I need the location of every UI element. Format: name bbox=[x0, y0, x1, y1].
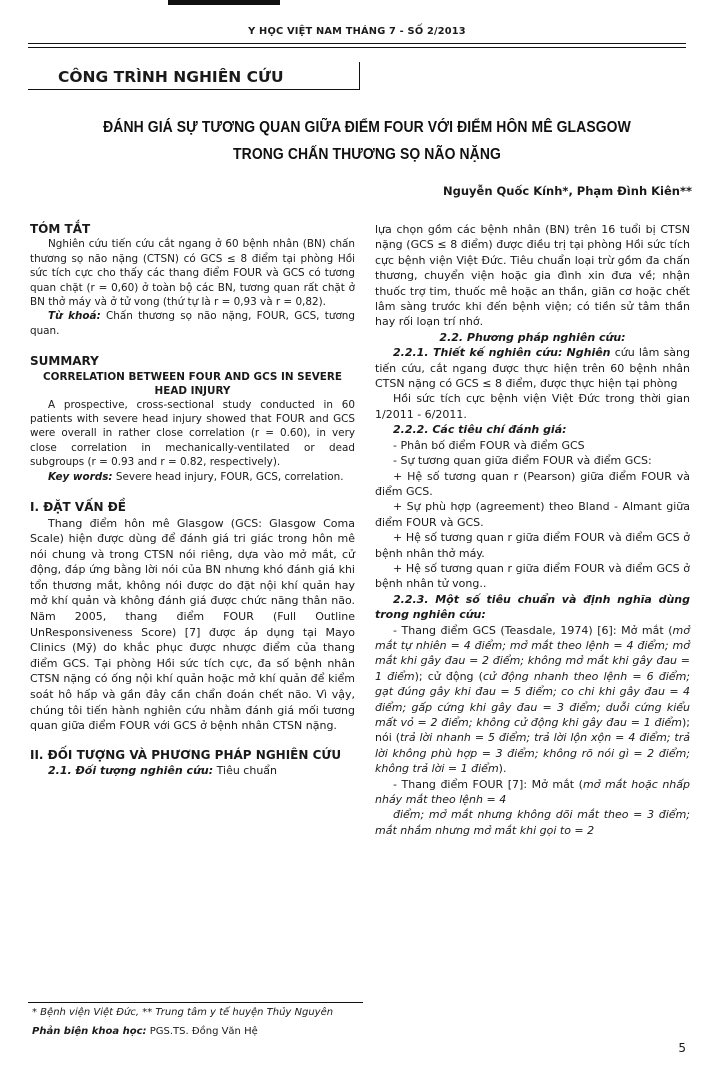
criteria-item-2: - Sự tương quan giữa điểm FOUR và điểm GCS: bbox=[393, 454, 652, 468]
abstract-text: Nghiên cứu tiến cứu cắt ngang ở 60 bệnh nhân (BN) chấn thương sọ não nặng (CTSN) có GCS ≤ 8 điểm tại phòng Hồi sức tích cực cho thấy các thang điểm FOUR và GCS có tương quan chặt (r = 0,60) ở toàn bộ các BN, tương quan rất chặt ở BN thở máy và ở tử vong (thứ tự là r = 0,93 và r = 0,82). bbox=[30, 238, 355, 309]
section221-text-b: Hồi sức tích cực bệnh viện Việt Đức trong thời gian 1/2011 - 6/2011. bbox=[375, 392, 690, 421]
criteria-item-4: + Sự phù hợp (agreement) theo Bland - Almant giữa điểm FOUR và GCS. bbox=[375, 500, 690, 529]
header-rule-thin bbox=[28, 47, 686, 48]
gcs-eye: mở mắt tự nhiên = 4 điểm; mở mắt theo lệnh = 4 điểm; mở mắt khi gây đau = 2 điểm; không mở mắt khi gây đau = 1 điểm bbox=[375, 623, 690, 683]
authors: Nguyễn Quốc Kính*, Phạm Đình Kiên** bbox=[442, 184, 692, 198]
keywords-en-label: Key words: bbox=[48, 470, 113, 483]
gcs-definition bbox=[375, 623, 690, 777]
footnote-affiliations: * Bệnh viện Việt Đức, ** Trung tâm y tế huyện Thủy Nguyên bbox=[32, 1007, 334, 1018]
section221-text: cứu lâm sàng tiến cứu, cắt ngang được thực hiện trên 60 bệnh nhân CTSN nặng có GCS ≤ 8 điểm, được thực hiện tại phòng bbox=[375, 346, 690, 391]
keywords-en-text: Severe head injury, FOUR, GCS, correlation. bbox=[112, 470, 344, 483]
section2-heading: II. ĐỐI TƯỢNG VÀ PHƯƠNG PHÁP NGHIÊN CỨU bbox=[30, 747, 342, 762]
paper-title-line2: TRONG CHẤN THƯƠNG SỌ NÃO NẶNG bbox=[233, 146, 501, 163]
gcs-mid2: ); nói ( bbox=[375, 716, 690, 745]
four-definition bbox=[375, 777, 690, 808]
gcs-motor: cử động nhanh theo lệnh = 6 điểm; gạt đúng gây khi đau = 5 điểm; co chi khi gây đau = 4 điểm; gấp cứng khi gây đau = 3 điểm; duỗi cứng kiểu mất vỏ = 2 điểm; không cử động khi gây đau = 1 điểm bbox=[375, 669, 690, 729]
footnote-reviewer bbox=[32, 1026, 258, 1037]
section1-heading: I. ĐẶT VẤN ĐỀ bbox=[30, 500, 126, 515]
criteria-item-5: + Hệ số tương quan r giữa điểm FOUR và điểm GCS ở bệnh nhân thở máy. bbox=[375, 531, 690, 560]
section22-heading: 2.2. Phương pháp nghiên cứu: bbox=[439, 330, 626, 344]
section222-heading: 2.2.2. Các tiêu chí đánh giá: bbox=[393, 423, 567, 437]
summary-text: A prospective, cross-sectional study conducted in 60 patients with severe head injury showed that FOUR and GCS were overall in rather close correlation (r = 0.60), in very close correlation in mechanically-ventilated or dead subgroups (r = 0.93 and r = 0.82, respectively). bbox=[30, 398, 355, 469]
section21-label: 2.1. Đối tượng nghiên cứu: bbox=[48, 764, 214, 778]
journal-header: Y HỌC VIỆT NAM THÁNG 7 - SỐ 2/2013 bbox=[248, 26, 466, 37]
summary-title: CORRELATION BETWEEN FOUR AND GCS IN SEVERE HEAD INJURY bbox=[42, 370, 342, 397]
header-bar bbox=[168, 0, 280, 5]
keywords-en bbox=[30, 470, 355, 484]
paper-title-line1: ĐÁNH GIÁ SỰ TƯƠNG QUAN GIỮA ĐIỂM FOUR VỚI ĐIỂM HÔN MÊ GLASGOW bbox=[103, 119, 631, 136]
section221-heading: 2.2.1. Thiết kế nghiên cứu: bbox=[393, 346, 563, 360]
section21-text: Tiêu chuẩn bbox=[213, 764, 278, 778]
section-label: CÔNG TRÌNH NGHIÊN CỨU bbox=[28, 62, 360, 90]
keywords-text: Chấn thương sọ não nặng, FOUR, GCS, tương quan. bbox=[30, 310, 355, 337]
criteria-item-6: + Hệ số tương quan r giữa điểm FOUR và điểm GCS ở bệnh nhân tử vong.. bbox=[375, 561, 690, 591]
left-column bbox=[30, 222, 355, 779]
four-lead: - Thang điểm FOUR [7]: Mở mắt ( bbox=[393, 777, 583, 791]
criteria-item-1: - Phân bố điểm FOUR và điểm GCS bbox=[393, 438, 585, 452]
section21 bbox=[30, 763, 355, 778]
footnote-rule bbox=[28, 1002, 363, 1003]
four-eye-2: điểm; mở mắt nhưng không dõi mắt theo = 3 điểm; mắt nhắm nhưng mở mắt khi gọi to = 2 bbox=[375, 808, 690, 837]
section1-text: Thang điểm hôn mê Glasgow (GCS: Glasgow Coma Scale) hiện được dùng để đánh giá tri giác trong hôn mê nói chung và trong CTSN nói riêng, dựa vào mở mắt, cử động, đáp ứng bằng lời nói của BN nhưng khó đánh giá khi tổn thương mắt, không nói được do đặt nội khí quản hay mở khí quản và không đánh giá được chức năng thân não. Năm 2005, thang điểm FOUR (Full Outline UnResponsiveness Score) [7] được áp dụng tại Mayo Clinics (Mỹ) do khắc phục được nhược điểm của thang điểm GCS. Tại phòng Hồi sức tích cực, đa số bệnh nhân CTSN nặng có ống nội khí quản hoặc mở khí quản để kiểm soát hô hấp và gần đây cần chẩn đoán chết não. Vì vậy, chúng tôi tiến hành nghiên cứu nhằm đánh giá mối tương quan giữa điểm FOUR với GCS ở bệnh nhân CTSN nặng. bbox=[30, 516, 355, 733]
section221-label: Nghiên bbox=[566, 346, 611, 360]
gcs-end: ). bbox=[498, 762, 507, 776]
abstract-heading: TÓM TẮT bbox=[30, 222, 91, 236]
summary-heading: SUMMARY bbox=[30, 354, 99, 369]
keywords-label: Từ khoá: bbox=[48, 310, 101, 323]
reviewer-name: PGS.TS. Đồng Văn Hệ bbox=[146, 1026, 258, 1037]
section221 bbox=[375, 345, 690, 391]
right-column bbox=[375, 222, 690, 838]
gcs-verbal: trả lời nhanh = 5 điểm; trả lời lộn xộn = 4 điểm; trả lời không phù hợp = 3 điểm; không rõ nói gì = 2 điểm; không trả lời = 1 điểm bbox=[375, 731, 690, 776]
criteria-text: lựa chọn gồm các bệnh nhân (BN) trên 16 tuổi bị CTSN nặng (GCS ≤ 8 điểm) được điều trị tại phòng Hồi sức tích cực bệnh viện Việt Đức. Tiêu chuẩn loại trừ gồm đa chấn thương, chuyển viện hoặc gia đình xin đưa về; nhận thuốc trợ tim, thuốc mê hoặc an thần, giãn cơ hoặc chết lâm sàng trước khi đến bệnh viện; có tiền sử tâm thần hay rối loạn trí nhớ. bbox=[375, 223, 690, 329]
page-number: 5 bbox=[678, 1041, 686, 1055]
section223-heading: 2.2.3. Một số tiêu chuẩn và định nghĩa dùng trong nghiên cứu: bbox=[375, 592, 690, 622]
criteria-item-3: + Hệ số tương quan r (Pearson) giữa điểm FOUR và điểm GCS. bbox=[375, 469, 690, 498]
header-rule bbox=[28, 43, 686, 44]
four-eye-1: mở mắt hoặc nhấp nháy mắt theo lệnh = 4 bbox=[375, 777, 690, 807]
gcs-lead: - Thang điểm GCS (Teasdale, 1974) [6]: Mở mắt ( bbox=[393, 623, 673, 637]
reviewer-label: Phản biện khoa học: bbox=[32, 1026, 147, 1037]
keywords bbox=[30, 309, 355, 338]
gcs-mid: ); cử động ( bbox=[414, 669, 483, 683]
